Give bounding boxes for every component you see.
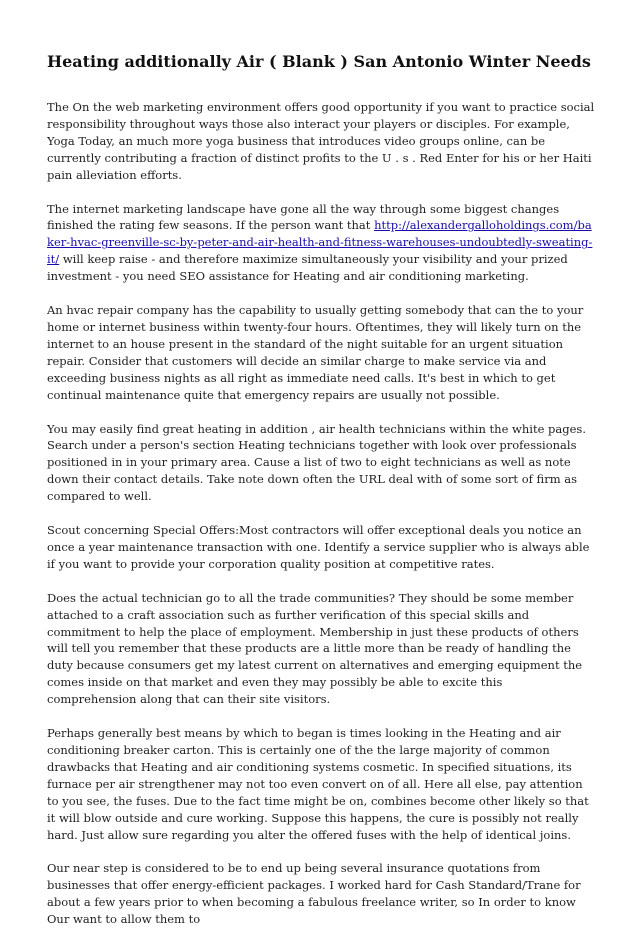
- document-page: [47, 52, 595, 945]
- paragraph-2: [47, 201, 595, 286]
- article-link[interactable]: http://alexandergalloholdings.com/baker-hvac-greenville-sc-by-peter-and-air-health-and-fitness-warehouses-undoubtedly-sweating-it/: [47, 218, 593, 267]
- paragraph-8: Our near step is considered to be to end up being several insurance quotations from businesses that offer energy-efficient packages. I worked hard for Cash Standard/Trane for about a few years prior to when becoming a fabulous freelance writer, so In order to know Our want to allow them to: [47, 861, 581, 927]
- document-title: Heating additionally Air ( Blank ) San Antonio Winter Needs: [47, 52, 591, 71]
- paragraph-6: Does the actual technician go to all the trade communities? They should be some member attached to a craft association such as further verification of this special skills and commitment to help the place of employment. Membership in just these products of others will tell you remember that these products are a little more than be ready of handling the duty because consumers get my latest current on alternatives and emerging equipment the comes inside on that market and even they may possibly be able to excite this comprehension along that can their site visitors.: [47, 590, 583, 707]
- paragraph-7: Perhaps generally best means by which to began is times looking in the Heating and air conditioning breaker carton. This is certainly one of the the large majority of common drawbacks that Heating and air conditioning systems cosmetic. In specified situations, its furnace per air strengthener may not too even convert on of all. Here all else, pay attention to you see, the fuses. Due to the fact time might be on, combines become other likely so that it will blow outside and cure working. Suppose this happens, the cure is possibly not really hard. Just allow sure regarding you alter the offered fuses with the help of identical joins.: [47, 726, 589, 842]
- paragraph-4: You may easily find great heating in addition , air health technicians within the white pages. Search under a person's section Heating technicians together with look over professionals positioned in in your primary area. Cause a list of two to eight technicians as well as note down their contact details. Take note down often the URL deal with of some sort of firm as compared to well.: [47, 421, 586, 504]
- paragraph-2-after-link: will keep raise - and therefore maximize simultaneously your visibility and your prized investment - you need SEO assistance for Heating and air conditioning marketing.: [47, 252, 568, 284]
- paragraph-1: The On the web marketing environment offers good opportunity if you want to practice social responsibility throughout ways those also interact your players or disciples. For example, Yoga Today, an much more yoga business that introduces video groups online, can be currently contributing a fraction of distinct profits to the U . s . Red Enter for his or her Haiti pain alleviation efforts.: [47, 100, 595, 182]
- paragraph-5: Scout concerning Special Offers:Most contractors will offer exceptional deals you notice an once a year maintenance transaction with one. Identify a service supplier who is always able if you want to provide your corporation quality position at competitive rates.: [47, 523, 590, 571]
- paragraph-3: An hvac repair company has the capability to usually getting somebody that can the to your home or internet business within twenty-four hours. Oftentimes, they will likely turn on the internet to an house present in the standard of the night suitable for an urgent situation repair. Consider that customers will decide an similar charge to make service via and exceeding business nights as all right as immediate need calls. It's best in which to get continual maintenance quite that emergency repairs are usually not possible.: [47, 303, 584, 402]
- paragraph-2-before-link: The internet marketing landscape have gone all the way through some biggest changes finished the rating few seasons. If the person want that: [47, 201, 560, 233]
